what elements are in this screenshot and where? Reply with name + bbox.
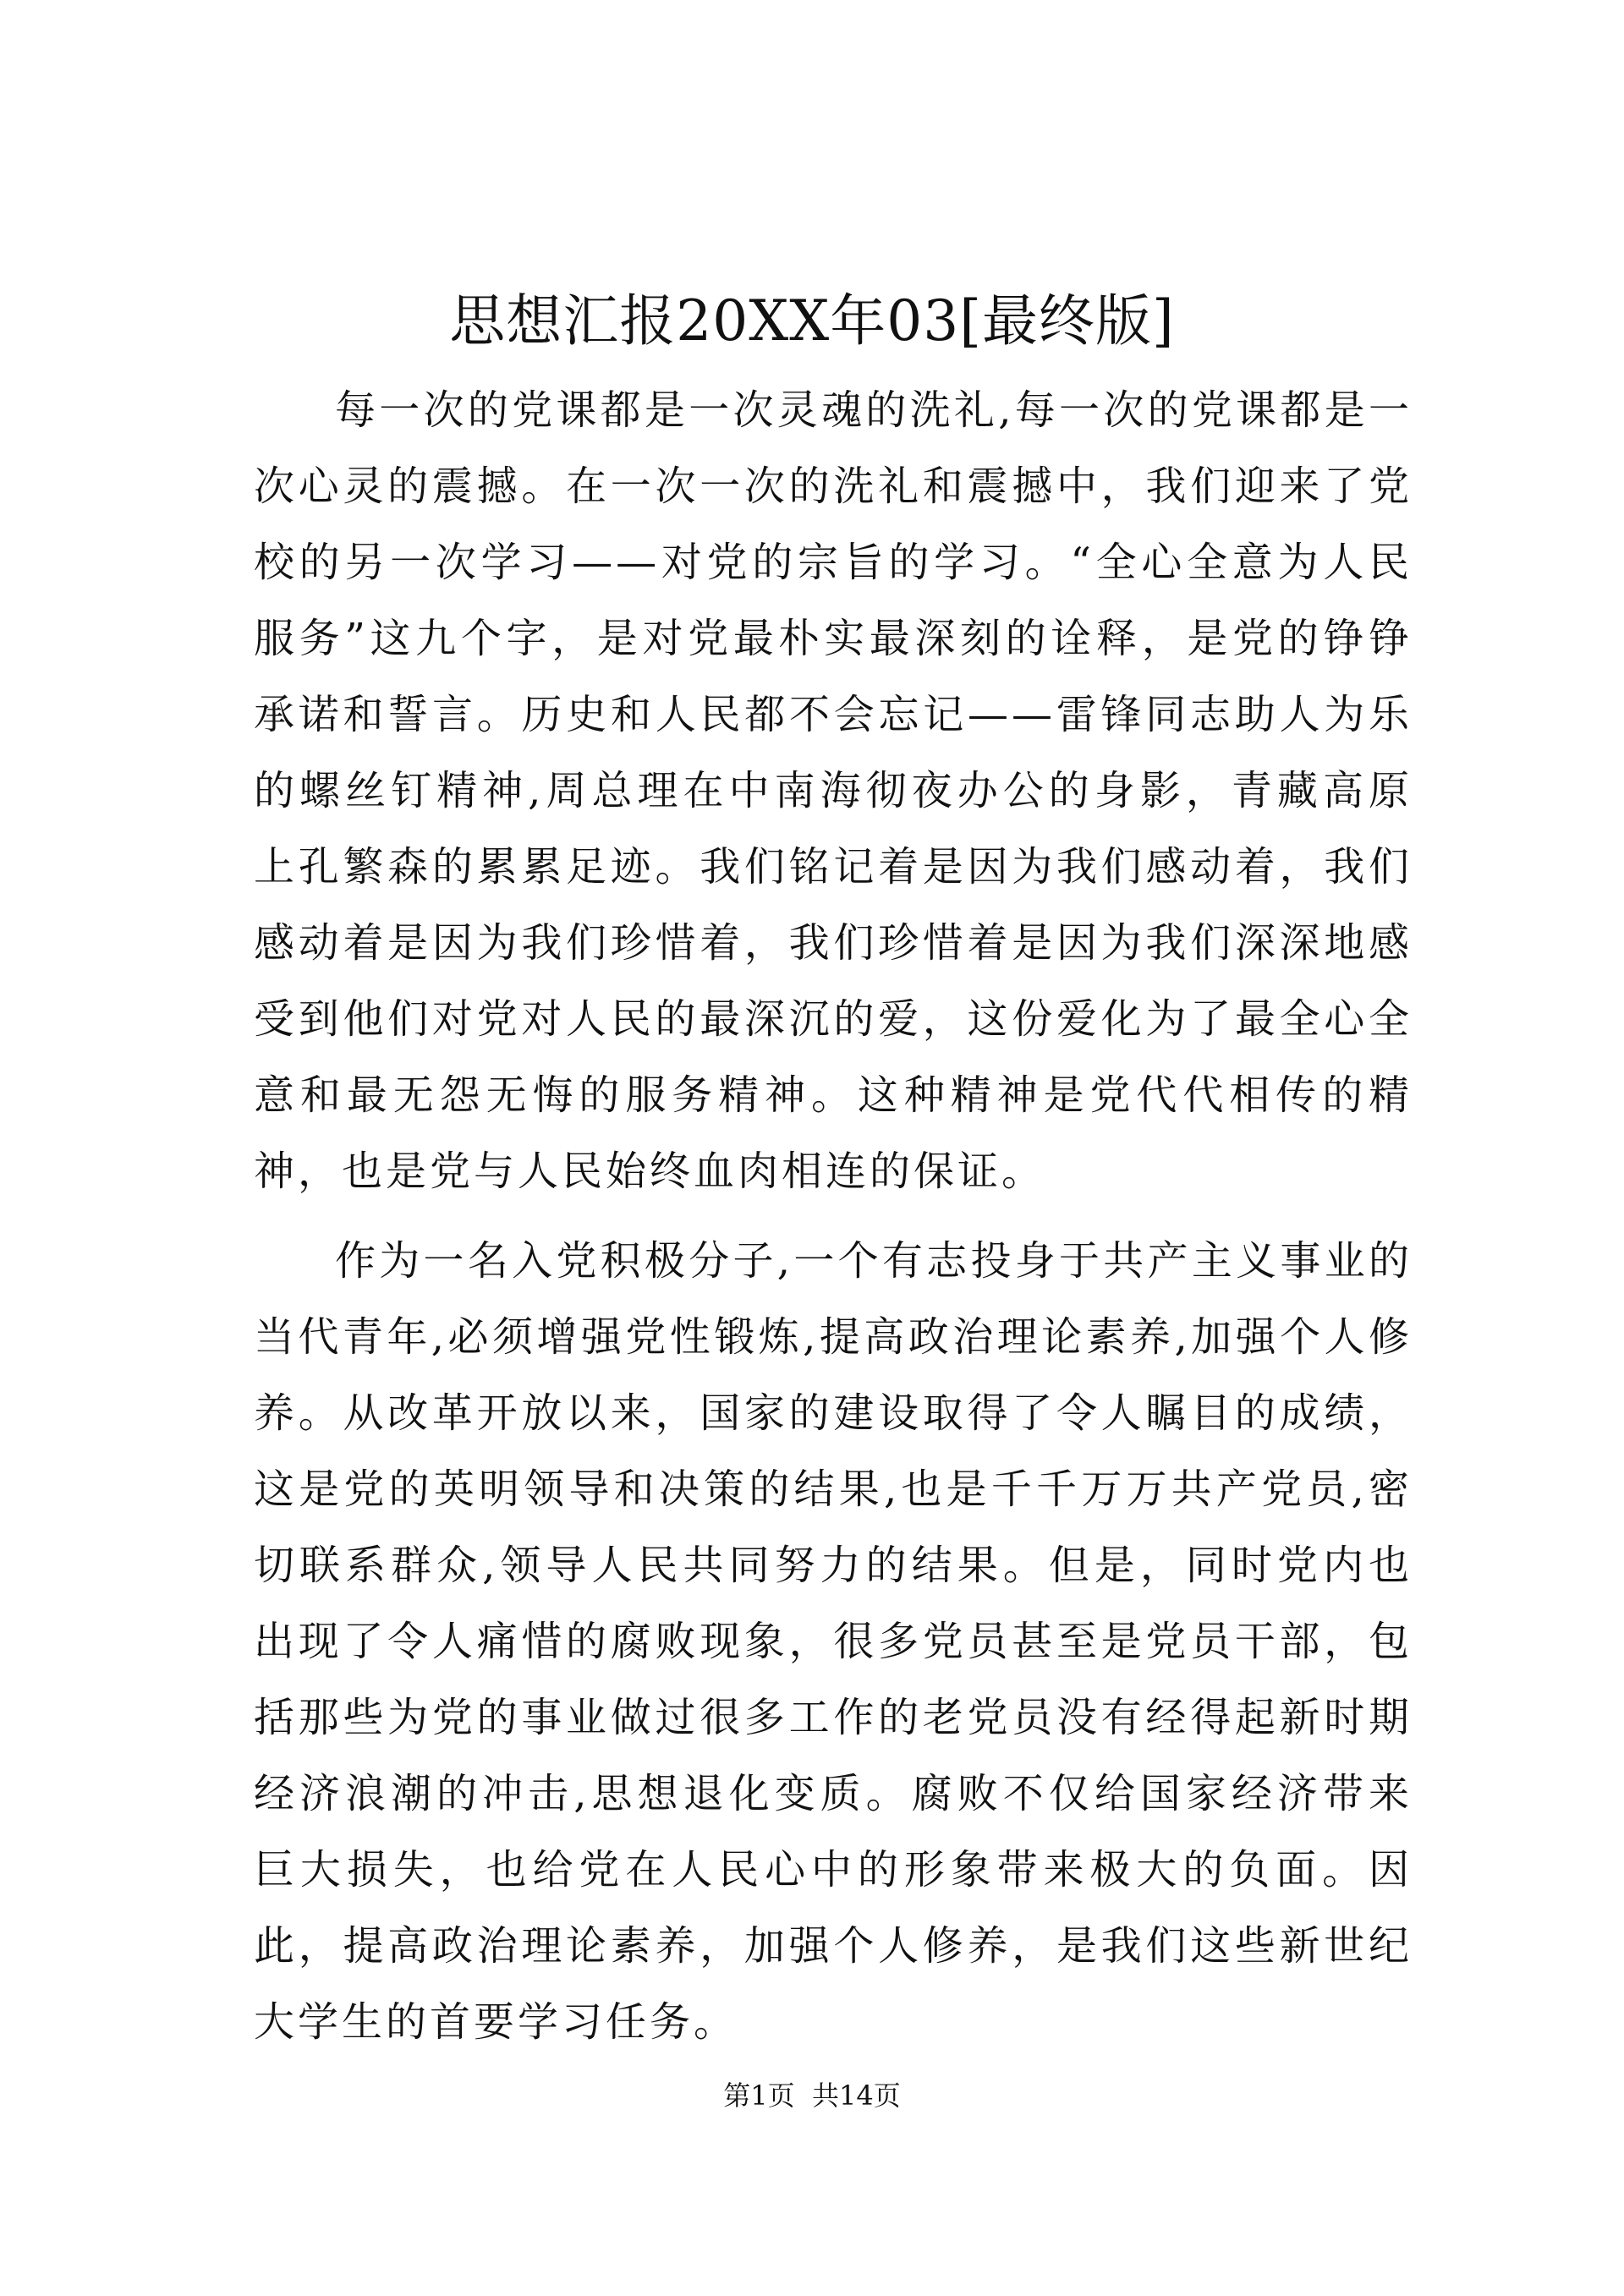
page-footer: 第1页 共14页 [723,2080,901,2112]
document-body [254,372,1413,2060]
paragraph-1: 每一次的党课都是一次灵魂的洗礼,每一次的党课都是一次心灵的震撼。在一次一次的洗礼和震撼中，我们迎来了党校的另一次学习——对党的宗旨的学习。“全心全意为人民服务”这九个字，是对党最朴实最深刻的诠释，是党的铮铮承诺和誓言。历史和人民都不会忘记——雷锋同志助人为乐的螺丝钉精神,周总理在中南海彻夜办公的身影，青藏高原上孔繁森的累累足迹。我们铭记着是因为我们感动着，我们感动着是因为我们珍惜着，我们珍惜着是因为我们深深地感受到他们对党对人民的最深沉的爱，这份爱化为了最全心全意和最无怨无悔的服务精神。这种精神是党代代相传的精神，也是党与人民始终血肉相连的保证。 [254,386,1413,1195]
document-title: 思想汇报20XX年03[最终版] [449,288,1175,353]
paragraph-2: 作为一名入党积极分子,一个有志投身于共产主义事业的当代青年,必须增强党性锻炼,提高政治理论素养,加强个人修养。从改革开放以来，国家的建设取得了令人瞩目的成绩，这是党的英明领导和决策的结果,也是千千万万共产党员,密切联系群众,领导人民共同努力的结果。但是，同时党内也出现了令人痛惜的腐败现象，很多党员甚至是党员干部，包括那些为党的事业做过很多工作的老党员没有经得起新时期经济浪潮的冲击,思想退化变质。腐败不仅给国家经济带来巨大损失，也给党在人民心中的形象带来极大的负面。因此，提高政治理论素养，加强个人修养，是我们这些新世纪大学生的首要学习任务。 [254,1237,1413,2046]
